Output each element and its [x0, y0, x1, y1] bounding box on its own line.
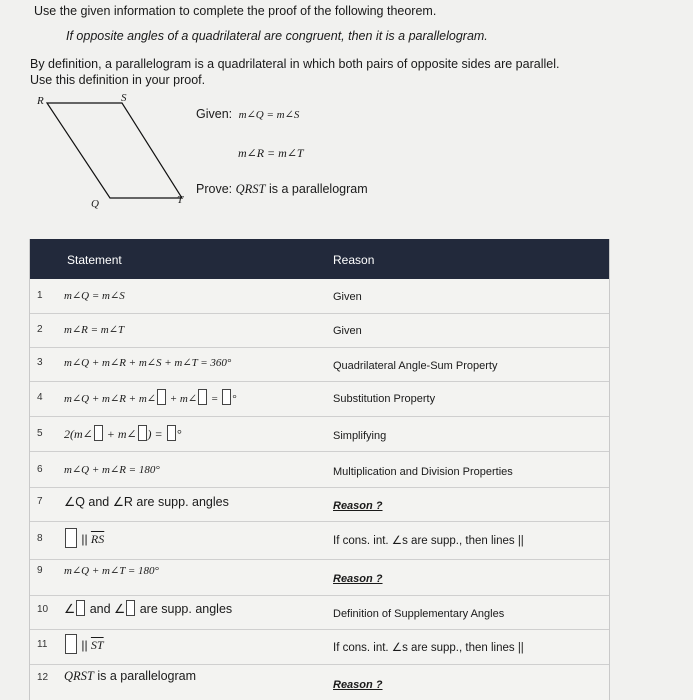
table-row: [30, 596, 609, 630]
given-statement-1: m∠Q = m∠S: [238, 109, 300, 121]
segment-label: $\overline{RS}$: [90, 532, 105, 546]
statement-part-a: 2(m∠: [64, 427, 93, 441]
statement-part-b: + m∠: [106, 427, 137, 441]
prove-text: is a parallelogram: [268, 182, 368, 196]
statement-text: is a parallelogram: [97, 669, 197, 683]
table-row: [30, 348, 609, 382]
blank-input[interactable]: [65, 528, 77, 548]
prove-line: [196, 182, 368, 197]
statement-part-c: are supp. angles: [139, 602, 233, 616]
parallel-symbol: ||: [81, 532, 88, 546]
segment-label: $\overline{ST}$: [90, 638, 104, 652]
vertex-label-q: Q: [91, 198, 99, 210]
reason-link[interactable]: Reason ?: [333, 500, 383, 512]
statement: m∠R = m∠T: [64, 324, 125, 336]
row-number: 8: [37, 533, 43, 544]
statement-part-a: m∠Q + m∠R + m∠: [64, 393, 156, 405]
statement-part-c: =: [210, 393, 219, 405]
reason: Given: [333, 325, 362, 337]
given-statement-2: m∠R = m∠T: [238, 146, 304, 160]
blank-input[interactable]: [94, 425, 103, 441]
table-row: [30, 665, 609, 700]
vertex-label-t: T: [177, 194, 184, 206]
row-number: 11: [37, 639, 48, 650]
statement: m∠Q = m∠S: [64, 290, 125, 302]
definition-line-2: Use this definition in your proof.: [30, 73, 206, 87]
reason-link[interactable]: Reason ?: [333, 679, 383, 691]
statement: m∠Q + m∠R = 180°: [64, 464, 160, 476]
reason: If cons. int. ∠s are supp., then lines ||: [333, 642, 524, 654]
blank-input[interactable]: [167, 425, 176, 441]
statement: [64, 528, 104, 548]
table-row: [30, 452, 609, 488]
statement: m∠Q + m∠R + m∠S + m∠T = 360°: [64, 357, 232, 369]
reason-header: Reason: [333, 253, 375, 267]
row-number: 9: [37, 565, 43, 576]
prove-var: QRST: [235, 182, 266, 196]
statement-part-b: and ∠: [89, 602, 126, 616]
blank-input[interactable]: [138, 425, 147, 441]
reason: Definition of Supplementary Angles: [333, 608, 505, 620]
parallel-symbol: ||: [81, 638, 88, 652]
reason: Simplifying: [333, 430, 387, 442]
row-number: 3: [37, 357, 43, 368]
statement-part-b: + m∠: [169, 393, 198, 405]
blank-input[interactable]: [126, 600, 135, 616]
reason: Substitution Property: [333, 393, 436, 405]
table-header: [30, 239, 609, 279]
statement-header: Statement: [67, 253, 122, 267]
statement: m∠Q + m∠T = 180°: [64, 565, 159, 577]
vertex-label-s: S: [121, 92, 127, 104]
row-number: 12: [37, 672, 49, 683]
definition-line-1: By definition, a parallelogram is a quadrilateral in which both pairs of opposite sides are parallel.: [30, 57, 560, 71]
statement: [64, 600, 232, 616]
parallelogram-figure: [30, 90, 200, 215]
table-row: [30, 279, 609, 314]
degree-sign: °: [232, 393, 237, 405]
table-row: [30, 314, 609, 348]
statement: [64, 389, 236, 405]
blank-input[interactable]: [157, 389, 166, 405]
row-number: 10: [37, 604, 49, 615]
statement-var: QRST: [64, 669, 94, 683]
row-number: 1: [37, 290, 43, 301]
proof-table: [29, 239, 610, 700]
table-row: [30, 630, 609, 665]
blank-input[interactable]: [198, 389, 207, 405]
statement: [64, 425, 181, 442]
row-number: 7: [37, 496, 43, 507]
row-number: 5: [37, 428, 43, 439]
statement: ∠Q and ∠R are supp. angles: [64, 495, 229, 509]
blank-input[interactable]: [65, 634, 77, 654]
statement: [64, 669, 196, 684]
reason-link[interactable]: Reason ?: [333, 573, 383, 585]
given-label: Given:: [196, 107, 233, 121]
statement: [64, 634, 104, 654]
reason: Given: [333, 291, 362, 303]
blank-input[interactable]: [76, 600, 85, 616]
parallelogram-shape: [47, 103, 182, 198]
row-number: 6: [37, 464, 43, 475]
table-row: [30, 382, 609, 417]
blank-input[interactable]: [222, 389, 231, 405]
theorem-text: If opposite angles of a quadrilateral are congruent, then it is a parallelogram.: [66, 29, 488, 43]
statement-part-a: ∠: [64, 602, 76, 616]
reason: Multiplication and Division Properties: [333, 466, 513, 478]
row-number: 4: [37, 392, 43, 403]
prove-label: Prove:: [196, 182, 233, 196]
table-row: [30, 522, 609, 560]
row-number: 2: [37, 324, 43, 335]
given-line-1: [196, 107, 299, 121]
statement-part-c: ) =: [147, 427, 163, 441]
table-row: [30, 488, 609, 522]
reason: If cons. int. ∠s are supp., then lines ||: [333, 535, 524, 547]
reason: Quadrilateral Angle-Sum Property: [333, 360, 498, 372]
table-row: [30, 560, 609, 596]
table-row: [30, 417, 609, 452]
vertex-label-r: R: [37, 95, 44, 107]
degree-sign: °: [176, 427, 182, 441]
instruction-text: Use the given information to complete the proof of the following theorem.: [34, 4, 437, 18]
